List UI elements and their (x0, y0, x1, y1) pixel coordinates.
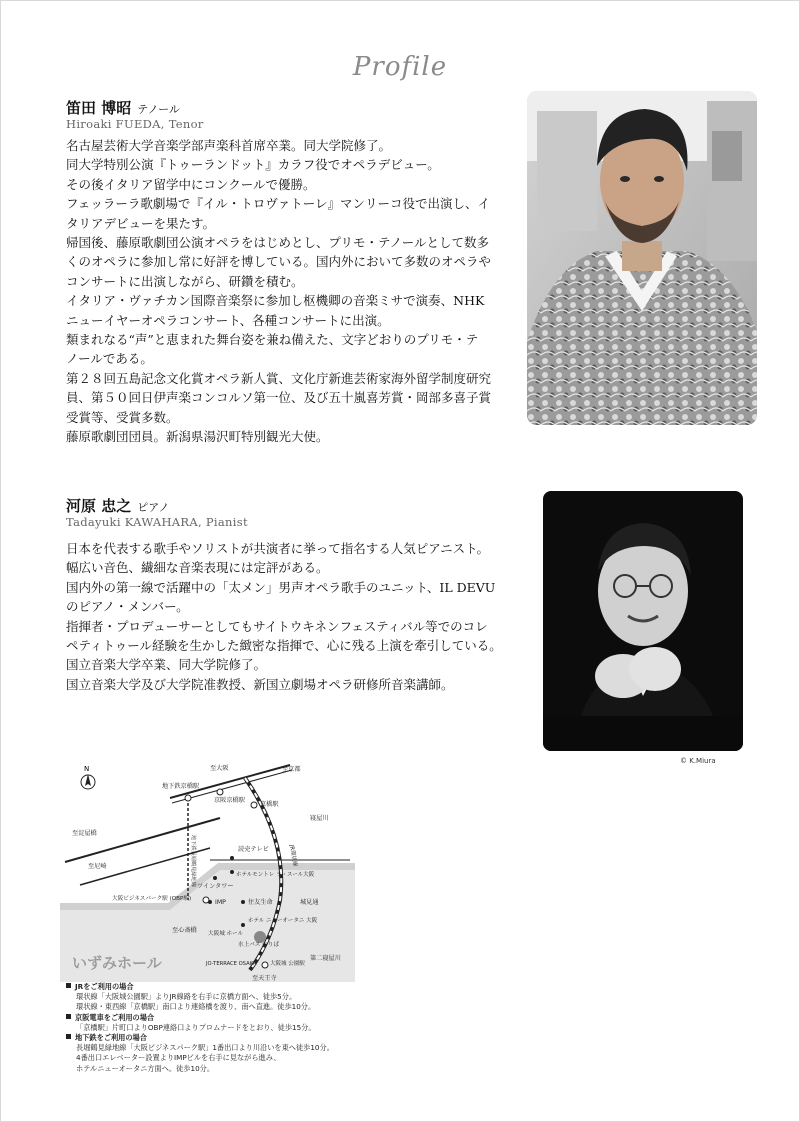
access-text: ホテルニューオータニ方面へ。徒歩10分。 (76, 1063, 215, 1073)
bio-line: 類まれなる“声”と恵まれた舞台姿を兼ね備えた、文字どおりのプリモ・テ (66, 332, 479, 348)
label-jo-terrace: JO-TERRACE OSAKA (206, 961, 257, 967)
access-text: 4番出口エレベーター設置よりIMPビルを右手に見ながら進み、 (76, 1053, 281, 1063)
pianist-portrait-image (543, 491, 743, 751)
access-text: 「京橋駅」片町口よりOBP連絡口よりプロムナードをとおり、徒歩15分。 (76, 1022, 316, 1032)
access-text: JRをご利用の場合 (75, 982, 134, 991)
label-suijo-bus: 水上バス のりば (238, 942, 279, 948)
label-to-osaka: 至大阪 (210, 765, 229, 772)
bio-line: ペティトゥール経験を生かした緻密な指揮で、心に残る上演を牽引している。 (66, 638, 502, 654)
square-bullet-icon (66, 983, 71, 988)
access-heading (66, 1033, 366, 1043)
access-heading (66, 982, 366, 992)
bio-line: くのオペラに参加し常に好評を博している。国内外において多数のオペラや (66, 254, 492, 270)
performer1-bio (66, 136, 491, 447)
label-to-amagasaki: 至尼崎 (88, 863, 107, 870)
bio-line: コンサートに出演しながら、研鑽を積む。 (66, 273, 304, 289)
twin21-marker-icon (213, 876, 217, 880)
label-daini-neyagawa: 第二寝屋川 (310, 955, 341, 962)
bio-line: ニューイヤーオペラコンサート、各種コンサートに出演。 (66, 312, 390, 328)
bio-line: ノールである。 (66, 351, 153, 367)
access-line (66, 1043, 366, 1053)
bio-line: 指揮者・プロデューサーとしてもサイトウキネンフェスティバル等でのコレ (66, 618, 488, 634)
venue-name-label: いずみホール (72, 954, 162, 972)
square-bullet-icon (66, 1034, 71, 1039)
hotel-otani-marker-icon (241, 923, 245, 927)
bio-line: 員、第５０回日伊声楽コンコルソ第一位、及び五十嵐喜芳賞・岡部多喜子賞 (66, 390, 492, 406)
bio-line: 第２８回五島記念文化賞オペラ新人賞、文化庁新進芸術家海外留学制度研究 (66, 370, 492, 386)
access-map (60, 760, 360, 985)
label-osakajo-hall: 大阪城 ホール (208, 931, 244, 937)
performer2-roman-name: Tadayuki KAWAHARA, Pianist (66, 515, 248, 529)
performer2-role: ピアノ (137, 501, 170, 514)
label-to-yodoyabashi: 至淀屋橋 (72, 830, 97, 837)
label-subway-kyobashi: 地下鉄京橋駅 (162, 783, 200, 790)
performer1-role: テノール (137, 103, 180, 116)
sumitomo-marker-icon (241, 900, 245, 904)
label-hotel-monterey: ホテルモントレ ラ・スール大阪 (236, 872, 315, 878)
label-to-kyoto: 至京都 (282, 766, 301, 773)
label-shiromi: 城見通 (300, 899, 319, 906)
bio-line: 藤原歌劇団団員。新潟県湯沢町特別観光大使。 (66, 429, 329, 445)
performer1-roman-name: Hiroaki FUEDA, Tenor (66, 117, 204, 131)
access-text: 地下鉄をご利用の場合 (75, 1033, 147, 1043)
north-label: N (84, 765, 90, 773)
access-line (66, 1002, 366, 1012)
performer1-name-text: 笛田 博昭 (66, 99, 132, 117)
bio-line: 帰国後、藤原歌劇団公演オペラをはじめとし、プリモ・テノールとして数多 (66, 235, 490, 251)
label-neyagawa: 寝屋川 (310, 815, 329, 822)
bio-line: 同大学特別公演『トゥーランドット』カラフ役でオペラデビュー。 (66, 157, 440, 173)
access-line (66, 1053, 366, 1063)
subway-kyobashi-station-icon (185, 795, 191, 801)
performer2-name (66, 495, 169, 516)
imp-marker-icon (208, 900, 212, 904)
label-twin21: ツインタワー (197, 883, 234, 890)
bio-line: タリアデビューを果たす。 (66, 215, 216, 231)
label-hotel-otani: ホテル ニューオータニ 大阪 (248, 918, 318, 924)
map-rail-keihan (170, 765, 290, 798)
profile-heading: Profile (352, 52, 448, 82)
bio-line: 幅広い音色、繊細な音楽表現には定評がある。 (66, 560, 329, 576)
label-osakajo-koen: 大阪城 公園駅 (270, 961, 305, 967)
jr-kyobashi-station-icon (251, 802, 257, 808)
label-ytv: 読売テレビ (238, 846, 269, 853)
performer2-photo (543, 491, 743, 751)
label-to-tennoji: 至天王寺 (252, 975, 277, 982)
label-jr-kyobashi: 京橋駅 (260, 801, 279, 808)
bio-line: 名古屋芸術大学音楽学部声楽科首席卒業。同大学院修了。 (66, 138, 392, 153)
access-directions (66, 982, 366, 1074)
label-nagahori-line: 地下鉄長堀鶴見緑地線 (190, 835, 196, 887)
performer1-photo (527, 91, 757, 425)
photo-credit: © K.Miura (680, 757, 716, 765)
bio-line: 日本を代表する歌手やソリストが共演者に挙って指名する人気ピアニスト。 (66, 541, 490, 556)
bio-line: その後イタリア留学中にコンクールで優勝。 (66, 176, 316, 192)
label-imp: IMP (215, 899, 226, 906)
label-obp-station: 大阪ビジネスパーク駅 (OBP駅) (112, 896, 192, 902)
osakajo-koen-station-icon (262, 962, 268, 968)
access-line (66, 1023, 366, 1033)
access-text: 環状線「大阪城公園駅」よりJR線路を右手に京橋方面へ、徒歩5分。 (76, 992, 297, 1002)
access-text: 環状線・東西線「京橋駅」南口より連絡橋を渡り、南へ直進。徒歩10分。 (76, 1002, 316, 1012)
square-bullet-icon (66, 1014, 71, 1019)
bio-line: イタリア・ヴァチカン国際音楽祭に参加し枢機卿の音楽ミサで演奏、NHK (66, 293, 485, 309)
bio-line: 国立音楽大学卒業、同大学院修了。 (66, 657, 267, 673)
ytv-marker-icon (230, 856, 234, 860)
label-keihan-kyobashi: 京阪京橋駅 (214, 797, 245, 804)
keihan-kyobashi-station-icon (217, 789, 223, 795)
tenor-portrait-image (527, 91, 757, 425)
access-heading (66, 1013, 366, 1023)
access-line (66, 1064, 366, 1074)
bio-line: 国内外の第一線で活躍中の「太メン」男声オペラ歌手のユニット、IL DEVU (66, 579, 496, 595)
label-sumitomo: 住友生命 (248, 899, 273, 906)
performer2-bio (66, 539, 502, 694)
bio-line: のピアノ・メンバー。 (66, 599, 189, 615)
access-line (66, 992, 366, 1002)
performer1-name (66, 97, 180, 118)
bio-line: 受賞等、受賞多数。 (66, 409, 179, 425)
label-jr-loop-line: JR環状線 (288, 844, 298, 867)
access-text: 京阪電車をご利用の場合 (75, 1012, 155, 1022)
access-text: 長堀鶴見緑地線「大阪ビジネスパーク駅」1番出口より川沿いを東へ徒歩10分。 (76, 1043, 334, 1053)
label-to-shinsaibashi: 至心斎橋 (172, 927, 197, 934)
hotel-monterey-marker-icon (230, 870, 234, 874)
bio-line: 国立音楽大学及び大学院准教授、新国立劇場オペラ研修所音楽講師。 (66, 676, 454, 692)
bio-line: フェッラーラ歌劇場で『イル・トロヴァトーレ』マンリーコ役で出演し、イ (66, 196, 491, 212)
performer2-name-text: 河原 忠之 (66, 497, 132, 515)
